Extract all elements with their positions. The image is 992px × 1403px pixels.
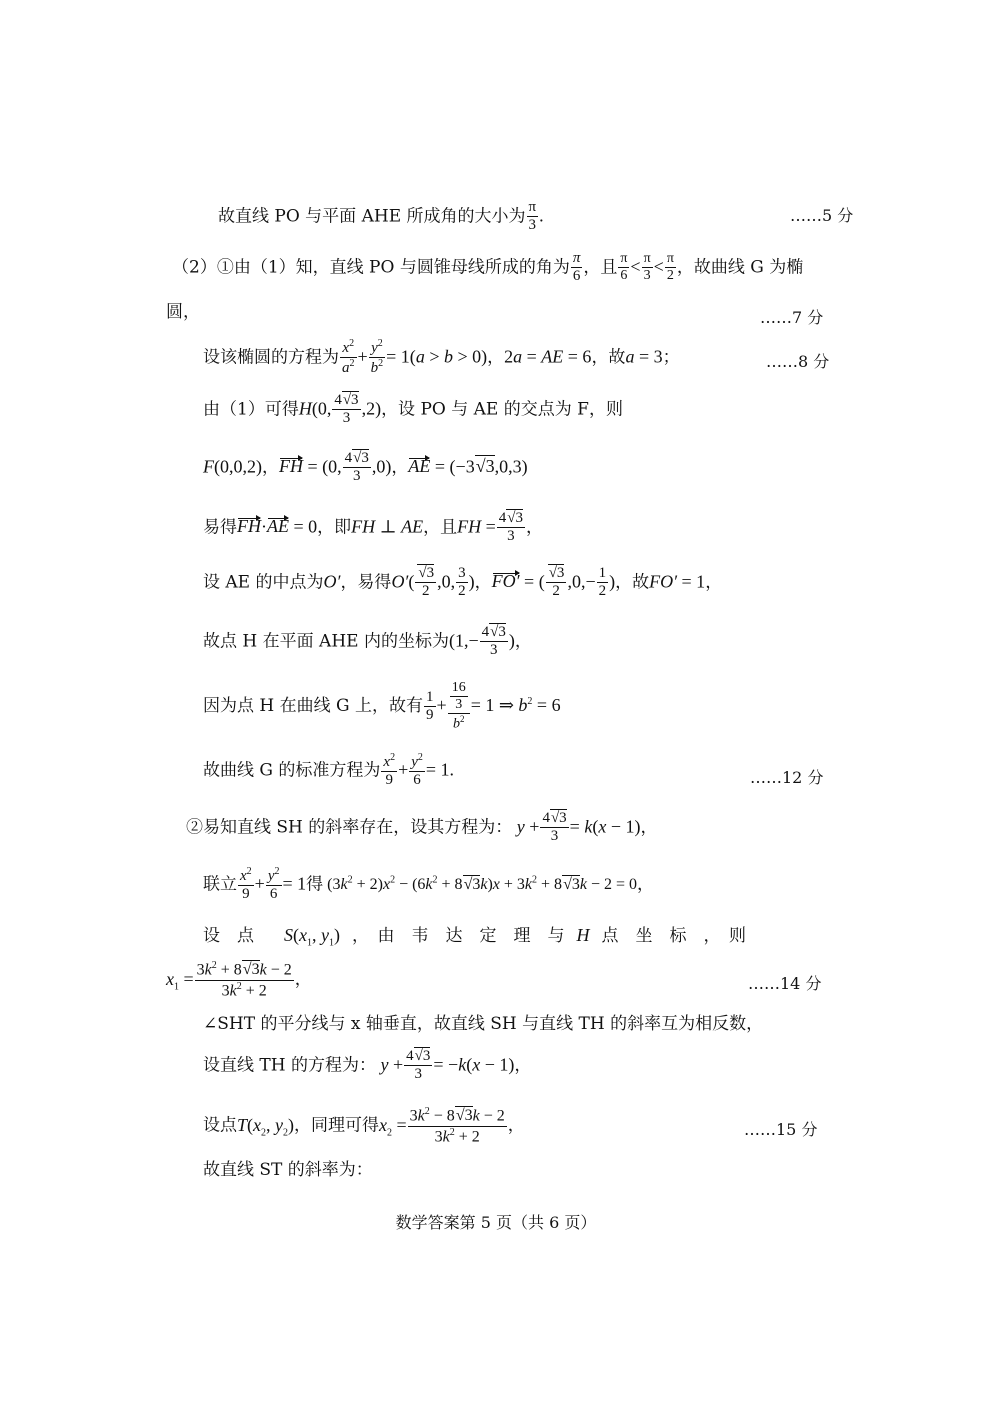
score-12: ……12 分 <box>750 768 824 787</box>
line-2: （2）①由（1）知，直线 PO 与圆锥母线所成的角为 $\frac{\pi}{6}$ ，且 $\frac{\pi}{6}$ < $\frac{\pi}{3}$ < $\frac{\pi}{2}$ ，故曲线 G 为椭 <box>172 250 804 285</box>
line-18-mid: ，同理可得 <box>294 1115 380 1136</box>
line-14: 设 点 $S(x_1$, $y_1$) ， 由 韦 达 定 理 与 H 点 坐 标 ， 则 <box>203 925 746 949</box>
line-11-text: 故曲线 G 的标准方程为 <box>203 760 381 781</box>
line-13: 联立 $\frac{x^2}{9}$ + $\frac{y^2}{6}$ = 1得 $(3k^2 + 2)x^2 - (6k^2 + 8√3k)x + 3k^2 + 8√3k - 2 = 0$， <box>203 866 654 903</box>
line-11: 故曲线 G 的标准方程为 $\frac{x^2}{9}$ + $\frac{y^2}{6}$ = 1. <box>203 752 455 789</box>
score-14: ……14 分 <box>748 974 822 993</box>
line-7-mid: ，即 <box>317 517 352 538</box>
line-16 <box>203 1016 763 1033</box>
page-footer: 数学答案第 5 页（共 6 页） <box>395 1213 597 1232</box>
line-5-end: ，设 PO 与 AE 的交点为 F，则 <box>381 399 623 420</box>
score-8: ……8 分 <box>766 352 830 371</box>
line-8-text: 设 AE 的中点为 <box>203 572 324 593</box>
line-8-mid: ，易得 <box>340 572 392 593</box>
line-3 <box>166 304 200 321</box>
frac-pi-3: $\frac{\pi}{3}$ <box>528 199 537 234</box>
line-6: F(0,0,2)，FH = (0, $\frac{4√3}{3}$ ,0)，AE = (−3√3,0,3) <box>203 450 528 485</box>
line-8: 设 AE 的中点为O′，易得O′( $\frac{√3}{2}$ ,0, $\frac{3}{2}$ )，FO′ = ( $\frac{√3}{2}$ ,0,− $\frac{1}{2}$ )，故FO′ = 1， <box>203 565 723 600</box>
line-4-text: 设该椭圆的方程为 <box>203 347 339 368</box>
line-14-text: 设 点 <box>203 926 254 946</box>
line-13-text: 联立 <box>203 874 237 895</box>
line-7: 易得FH·AE = 0，即FH ⊥ AE，且FH = $\frac{4√3}{3}$ ， <box>203 510 543 545</box>
line-12: ②易知直线 SH 的斜率存在，设其方程为： y + $\frac{4√3}{3}$ = k(x − 1)， <box>186 810 658 845</box>
line-2-end: ，故曲线 G 为椭 <box>676 257 804 278</box>
line-14-end: 点 坐 标 ， 则 <box>601 926 746 946</box>
line-10-text: 因为点 H 在曲线 G 上，故有 <box>203 695 424 716</box>
line-10: 因为点 H 在曲线 G 上，故有 $\frac{1}{9}$ + $\frac{\frac{16}{3}}{b^2}$ = 1 ⇒ $b^2 = 6$ <box>203 680 561 732</box>
line-15: $x_1$ = $\frac{3k^2 + 8√3k - 2}{3k^2 + 2}$ ， <box>166 960 312 1000</box>
line-8-end: ，故 <box>615 572 650 593</box>
line-18: 设点$T(x_2$, $y_2$)，同理可得$x_2$ = $\frac{3k^2 - 8√3k - 2}{3k^2 + 2}$ ， <box>203 1106 525 1146</box>
line-9-text: 故点 H 在平面 AHE 内的坐标为 <box>203 631 449 652</box>
line-12-text: ②易知直线 SH 的斜率存在，设其方程为： <box>186 817 513 838</box>
score-5: ……5 分 <box>790 206 854 225</box>
frac-pi-6: $\frac{\pi}{6}$ <box>572 250 581 285</box>
line-9: 故点 H 在平面 AHE 内的坐标为(1,− $\frac{4√3}{3}$ )， <box>203 624 532 659</box>
line-4: 设该椭圆的方程为 $\frac{x^2}{a^2}$ + $\frac{y^2}{b^2}$ = 1(a > b > 0)，2a = AE = 6，故a = 3； <box>203 338 680 377</box>
line-1: 故直线 PO 与平面 AHE 所成角的大小为 $\frac{\pi}{3}$ . <box>218 199 544 234</box>
line-16-text: ∠SHT 的平分线与 x 轴垂直，故直线 SH 与直线 TH 的斜率互为相反数， <box>203 1014 764 1034</box>
line-5: 由（1）可得H(0, $\frac{4√3}{3}$ ,2)，设 PO 与 AE 的交点为 F，则 <box>203 392 623 427</box>
line-18-text: 设点 <box>203 1115 237 1136</box>
line-19-text: 故直线 ST 的斜率为： <box>203 1160 373 1180</box>
line-17: 设直线 TH 的方程为： y + $\frac{4√3}{3}$ = −k(x − 1)， <box>203 1048 532 1083</box>
line-14-mid: ， 由 韦 达 定 理 与 <box>352 926 565 946</box>
line-2-text: （2）①由（1）知，直线 PO 与圆锥母线所成的角为 <box>172 257 570 278</box>
line-13-mid: 得 <box>306 874 324 895</box>
line-5-text: 由（1）可得 <box>203 399 299 420</box>
line-7-mid2: ，且 <box>423 517 458 538</box>
line-3-text: 圆， <box>166 302 200 322</box>
line-2-mid: ，且 <box>583 257 618 278</box>
score-7: ……7 分 <box>760 308 824 327</box>
score-15: ……15 分 <box>744 1120 818 1139</box>
line-19 <box>203 1162 373 1179</box>
line-7-text: 易得 <box>203 517 237 538</box>
line-17-text: 设直线 TH 的方程为： <box>203 1055 376 1076</box>
line-1-text: 故直线 PO 与平面 AHE 所成角的大小为 <box>218 206 526 227</box>
